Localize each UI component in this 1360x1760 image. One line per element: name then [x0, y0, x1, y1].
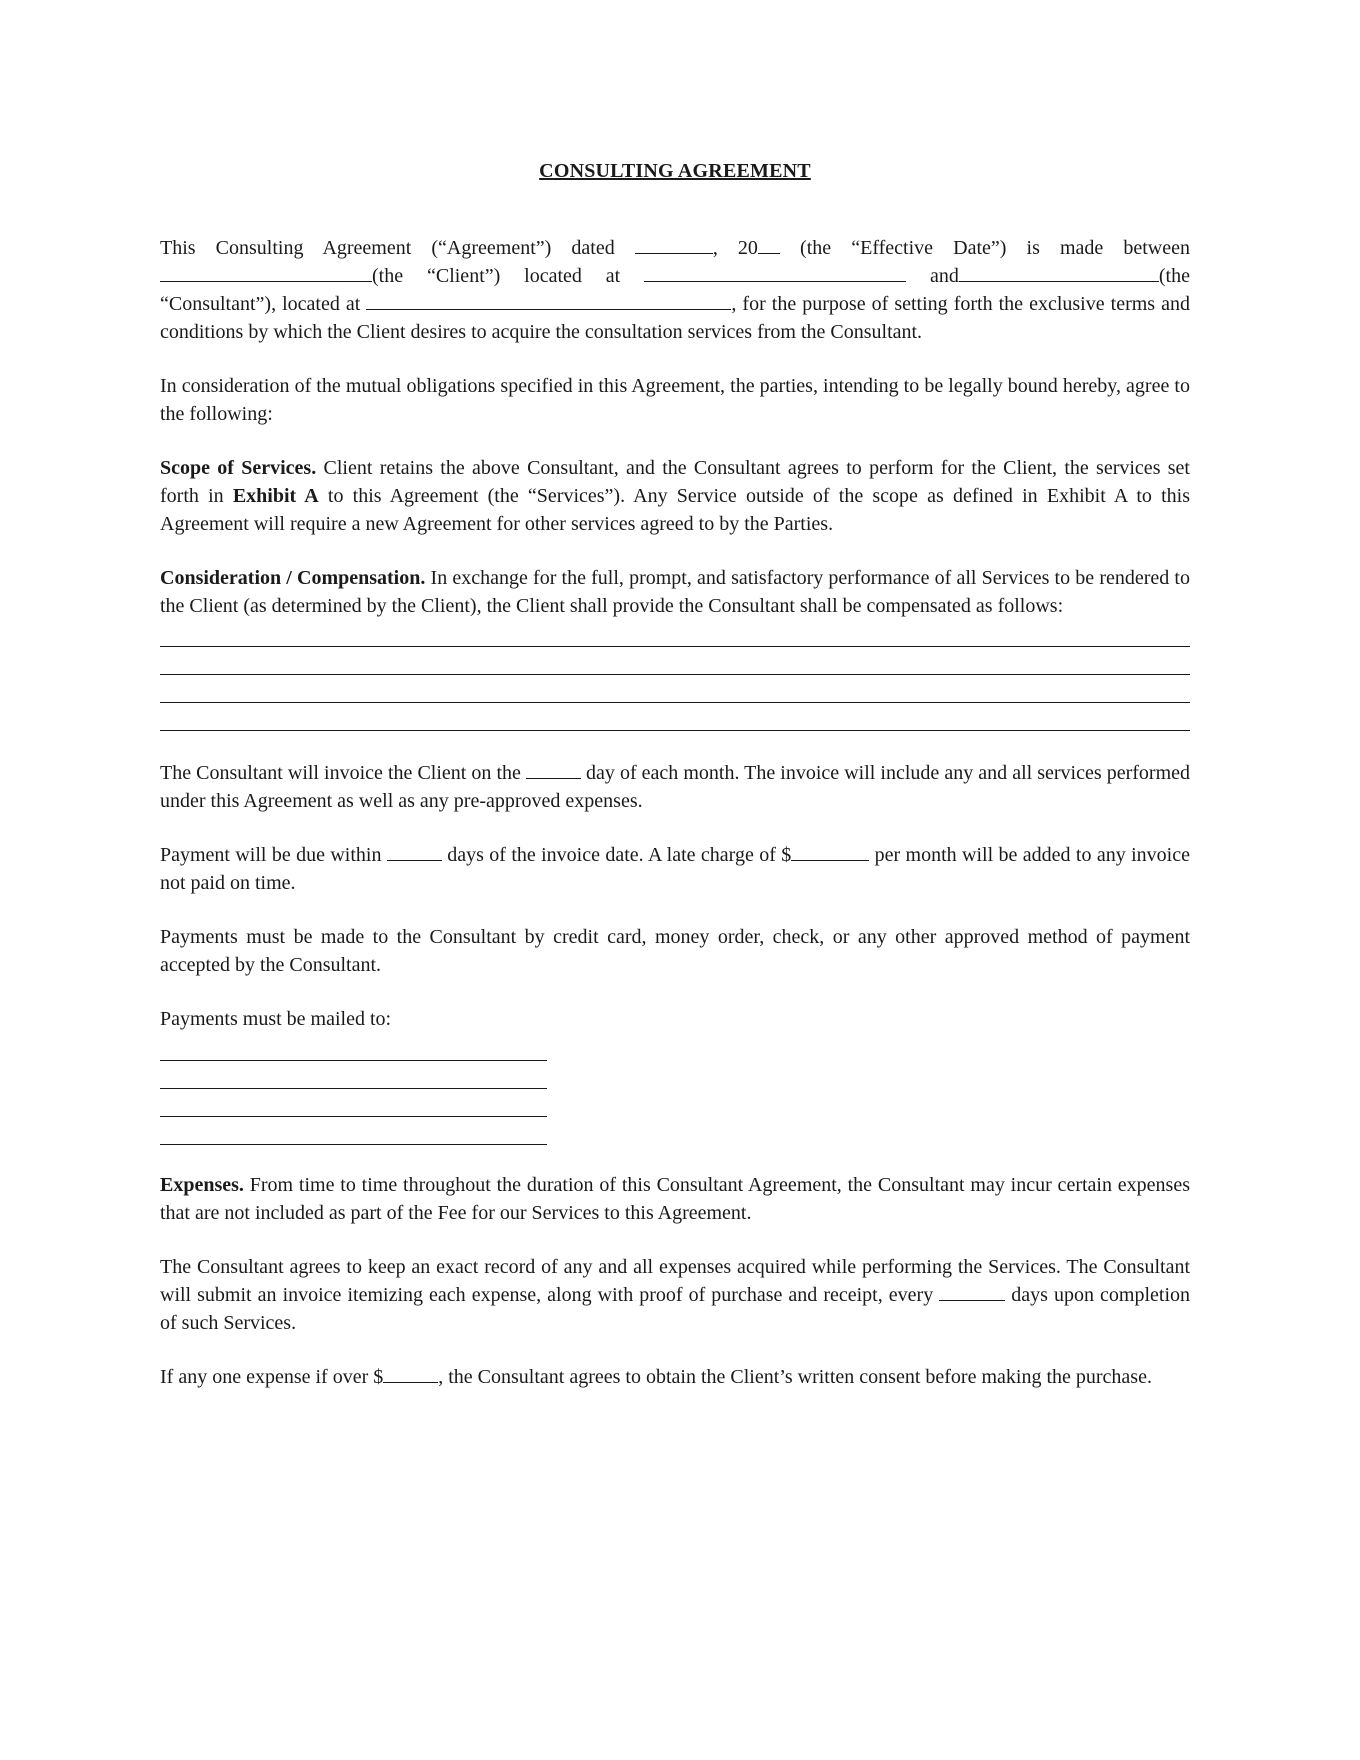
client-name-blank[interactable]: [160, 262, 372, 282]
expense-days-blank[interactable]: [939, 1281, 1005, 1301]
year-blank[interactable]: [758, 234, 780, 254]
exhibit-reference: Exhibit A: [232, 485, 319, 507]
intro-paragraph: [160, 234, 1190, 346]
document-title: CONSULTING AGREEMENT: [539, 160, 811, 182]
address-blank-line[interactable]: [160, 1061, 547, 1089]
consideration-intro-paragraph: In consideration of the mutual obligations specified in this Agreement, the parties, intending to be legally bound hereby, agree to the following:: [160, 375, 1190, 425]
compensation-paragraph: [160, 564, 1190, 620]
address-blank-line[interactable]: [160, 1089, 547, 1117]
scope-text: Client retains the above Consultant, and the Consultant agrees to perform for the Client, the services set forth in: [160, 457, 1190, 507]
late-charge-blank[interactable]: [791, 841, 869, 861]
expense-record-text: The Consultant agrees to keep an exact record of any and all expenses acquired while performing the Services. The Consultant will submit an invoice itemizing each expense, along with proof of purchase and receipt, every: [160, 1256, 1190, 1306]
intro-text: , for the purpose of setting forth the exclusive terms and conditions by which the Client desires to acquire the consultation services from the Consultant.: [160, 293, 1191, 343]
due-days-blank[interactable]: [387, 841, 442, 861]
payment-method-paragraph: Payments must be made to the Consultant by credit card, money order, check, or any other approved method of payment accepted by the Consultant.: [160, 926, 1190, 976]
compensation-blank-line[interactable]: [160, 703, 1190, 731]
compensation-lines: [160, 619, 1190, 731]
intro-text: (the “Effective Date”) is made between: [779, 237, 1191, 259]
compensation-text: In exchange for the full, prompt, and satisfactory performance of all Services to be rendered to the Client (as determined by the Client), the Client shall provide the Consultant shall be compensated as follows:: [160, 567, 1190, 617]
intro-text: (the “Consultant”), located at: [160, 265, 1190, 315]
compensation-blank-line[interactable]: [160, 675, 1190, 703]
compensation-heading: Consideration / Compensation.: [160, 567, 426, 589]
payment-due-text: per month will be added to any invoice not paid on time.: [160, 844, 1190, 894]
expense-limit-paragraph: [160, 1363, 1190, 1391]
compensation-blank-line[interactable]: [160, 619, 1190, 647]
expenses-text: From time to time throughout the duration of this Consultant Agreement, the Consultant may incur certain expenses that are not included as part of the Fee for our Services to this Agreement.: [160, 1174, 1190, 1224]
address-blank-line[interactable]: [160, 1117, 547, 1145]
expense-record-paragraph: [160, 1253, 1190, 1337]
compensation-blank-line[interactable]: [160, 647, 1190, 675]
intro-text: , 20: [712, 237, 758, 259]
invoice-text: The Consultant will invoice the Client on the: [160, 762, 526, 784]
consultant-name-blank[interactable]: [959, 262, 1159, 282]
expense-record-text: days upon completion of such Services.: [160, 1284, 1190, 1334]
payment-due-text: Payment will be due within: [160, 844, 387, 866]
intro-text: (the “Client”) located at: [372, 265, 645, 287]
client-address-blank[interactable]: [644, 262, 906, 282]
expenses-heading: Expenses.: [160, 1174, 244, 1196]
expenses-paragraph: [160, 1171, 1190, 1227]
payment-due-paragraph: [160, 841, 1190, 897]
invoice-day-blank[interactable]: [526, 759, 581, 779]
scope-heading: Scope of Services.: [160, 457, 317, 479]
scope-paragraph: [160, 454, 1190, 538]
payment-due-text: days of the invoice date. A late charge of $: [441, 844, 792, 866]
consultant-address-blank[interactable]: [366, 290, 731, 310]
address-blank-line[interactable]: [160, 1033, 547, 1061]
expense-limit-text: If any one expense if over $: [160, 1366, 384, 1388]
scope-text: to this Agreement (the “Services”). Any Service outside of the scope as defined in Exhibit A to this Agreement will require a new Agreement for other services agreed to by the Parties.: [160, 485, 1191, 535]
date-blank[interactable]: [635, 234, 713, 254]
expense-limit-text: , the Consultant agrees to obtain the Client’s written consent before making the purchase.: [438, 1366, 1152, 1388]
invoice-text: day of each month. The invoice will include any and all services performed under this Agreement as well as any pre-approved expenses.: [160, 762, 1190, 812]
intro-text: This Consulting Agreement (“Agreement”) dated: [160, 237, 635, 259]
document-body: [160, 160, 1190, 1417]
mailed-to-label: Payments must be mailed to:: [160, 1008, 392, 1030]
mailing-address-lines: [160, 1033, 1190, 1145]
expense-limit-blank[interactable]: [383, 1363, 438, 1383]
invoice-paragraph: [160, 759, 1190, 815]
intro-text: and: [906, 265, 959, 287]
